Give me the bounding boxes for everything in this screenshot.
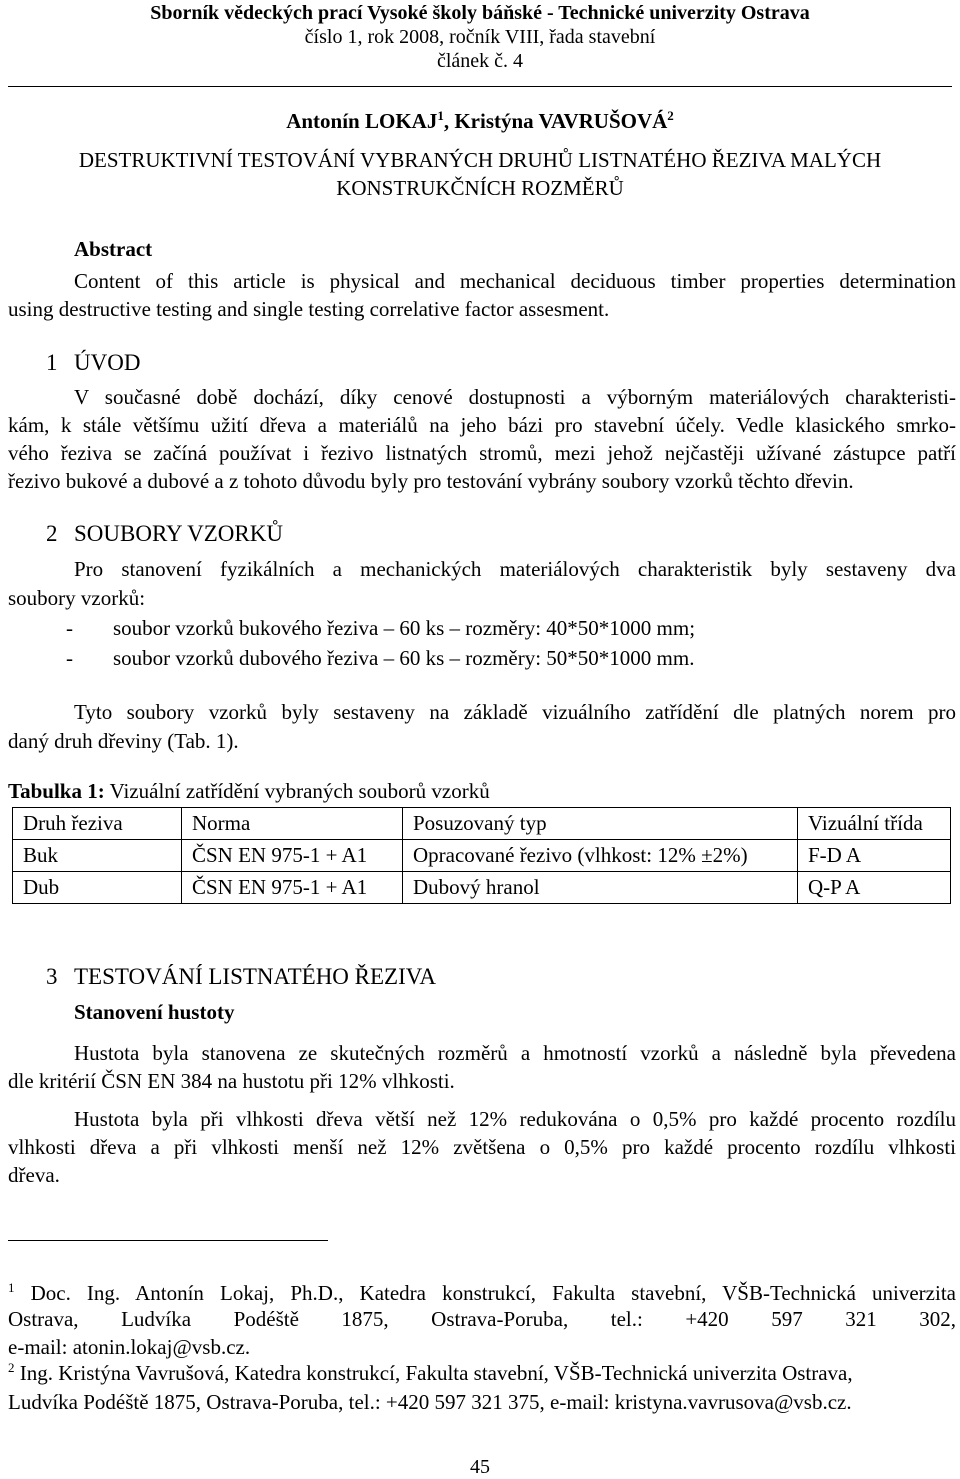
footnote-rule <box>8 1240 328 1241</box>
table-header-cell: Druh řeziva <box>13 808 182 840</box>
author-separator: , <box>443 109 455 133</box>
footnote-1-line-3: e-mail: atonin.lokaj@vsb.cz. <box>8 1335 251 1359</box>
table-cell: Dubový hranol <box>403 872 798 904</box>
authors <box>0 108 960 134</box>
bullet-item-1: soubor vzorků bukového řeziva – 60 ks – rozměry: 40*50*1000 mm; <box>113 616 696 640</box>
table-caption <box>8 779 490 804</box>
section-2-paragraph-2-line-1: Tyto soubory vzorků byly sestaveny na základě vizuálního zatřídění dle platných norem pro <box>74 700 956 724</box>
journal-title: Sborník vědeckých prací Vysoké školy báňské - Technické univerzity Ostrava <box>150 2 810 24</box>
table-row <box>13 840 951 872</box>
table-cell: ČSN EN 975-1 + A1 <box>182 840 403 872</box>
table-header-cell: Posuzovaný typ <box>403 808 798 840</box>
section-2-paragraph-1-line-1: Pro stanovení fyzikálních a mechanických materiálových charakteristik byly sestaveny dva <box>74 557 956 581</box>
footnote-2-line-1 <box>8 1360 853 1386</box>
footnote-1-text: Doc. Ing. Antonín Lokaj, Ph.D., Katedra konstrukcí, Fakulta stavební, VŠB-Technická univerzita <box>14 1281 956 1305</box>
article-title-line-1: DESTRUKTIVNÍ TESTOVÁNÍ VYBRANÝCH DRUHŮ LISTNATÉHO ŘEZIVA MALÝCH <box>78 148 882 172</box>
author-2-footnote-mark: 2 <box>667 108 674 123</box>
table-header-row <box>13 808 951 840</box>
section-2-paragraph-2-line-2: daný druh dřeviny (Tab. 1). <box>8 729 239 753</box>
article-title-line-2: KONSTRUKČNÍCH ROZMĚRŮ <box>336 176 624 200</box>
footnote-1-line-2: Ostrava, Ludvíka Podéště 1875, Ostrava-Poruba, tel.: +420 597 321 302, <box>8 1307 956 1331</box>
footnote-1-mark: 1 <box>8 1280 15 1295</box>
bullet-dash: - <box>66 616 73 640</box>
section-2-title: SOUBORY VZORKŮ <box>74 521 283 546</box>
footnote-1-line-1 <box>8 1280 956 1306</box>
table-cell: F-D A <box>798 840 951 872</box>
abstract-line-1: Content of this article is physical and mechanical deciduous timber properties determination <box>74 269 956 293</box>
table-cell: ČSN EN 975-1 + A1 <box>182 872 403 904</box>
table-cell: Opracované řezivo (vlhkost: 12% ±2%) <box>403 840 798 872</box>
author-1: Antonín LOKAJ <box>286 109 438 133</box>
table-header-cell: Vizuální třída <box>798 808 951 840</box>
journal-issue: číslo 1, rok 2008, ročník VIII, řada stavební <box>304 26 656 48</box>
section-1-line-3: vého řeziva se začíná používat i řezivo listnatých stromů, mezi jehož nejčastěji užívané zástupce patří <box>8 441 956 465</box>
section-3-paragraph-1-line-2: dle kritérií ČSN EN 384 na hustotu při 12% vlhkosti. <box>8 1069 455 1093</box>
footnote-2-line-2: Ludvíka Podéště 1875, Ostrava-Poruba, tel.: +420 597 321 375, e-mail: kristyna.vavrusova@vsb.cz. <box>8 1390 852 1414</box>
table-caption-text: Vizuální zatřídění vybraných souborů vzorků <box>104 779 490 803</box>
section-1-number: 1 <box>46 350 58 375</box>
section-1-title: ÚVOD <box>74 350 141 375</box>
table-row <box>13 872 951 904</box>
bullet-item-2: soubor vzorků dubového řeziva – 60 ks – rozměry: 50*50*1000 mm. <box>113 646 695 670</box>
author-2: Kristýna VAVRUŠOVÁ <box>454 109 668 133</box>
section-1-line-2: kám, k stále většímu užití dřeva a materiálů na jeho bázi pro stavební účely. Vedle klasického smrko- <box>8 413 956 437</box>
section-1-line-1: V současné době dochází, díky cenové dostupnosti a výborným materiálových charakteristi- <box>74 385 956 409</box>
section-3-number: 3 <box>46 964 58 989</box>
abstract-heading: Abstract <box>74 237 153 261</box>
subsection-heading: Stanovení hustoty <box>74 1000 235 1024</box>
section-2-paragraph-1-line-2: soubory vzorků: <box>8 586 146 610</box>
footnote-2-text: Ing. Kristýna Vavrušová, Katedra konstrukcí, Fakulta stavební, VŠB-Technická univerzita Ostrava, <box>14 1361 853 1385</box>
section-3-paragraph-2-line-1: Hustota byla při vlhkosti dřeva větší než 12% redukována o 0,5% pro každé procento rozdílu <box>74 1107 956 1131</box>
section-1-line-4: řezivo bukové a dubové a z tohoto důvodu byly pro testování vybrány soubory vzorků těchto dřevin. <box>8 469 854 493</box>
page-number: 45 <box>470 1456 490 1478</box>
section-2-number: 2 <box>46 521 58 546</box>
table-cell: Dub <box>13 872 182 904</box>
table-header-cell: Norma <box>182 808 403 840</box>
header-rule <box>8 86 952 87</box>
abstract-line-2: using destructive testing and single testing correlative factor assesment. <box>8 297 610 321</box>
section-3-title: TESTOVÁNÍ LISTNATÉHO ŘEZIVA <box>74 964 437 989</box>
classification-table <box>12 807 951 904</box>
section-3-paragraph-1-line-1: Hustota byla stanovena ze skutečných rozměrů a hmotností vzorků a následně byla převedena <box>74 1041 956 1065</box>
footnote-2-mark: 2 <box>8 1360 15 1375</box>
table-cell: Buk <box>13 840 182 872</box>
bullet-dash: - <box>66 646 73 670</box>
section-3-paragraph-2-line-2: vlhkosti dřeva a při vlhkosti menší než 12% zvětšena o 0,5% pro každé procento rozdílu vlhkosti <box>8 1135 956 1159</box>
author-1-footnote-mark: 1 <box>437 108 444 123</box>
article-number: článek č. 4 <box>436 50 524 72</box>
table-cell: Q-P A <box>798 872 951 904</box>
section-3-paragraph-2-line-3: dřeva. <box>8 1163 60 1187</box>
table-caption-label: Tabulka 1: <box>8 779 105 803</box>
